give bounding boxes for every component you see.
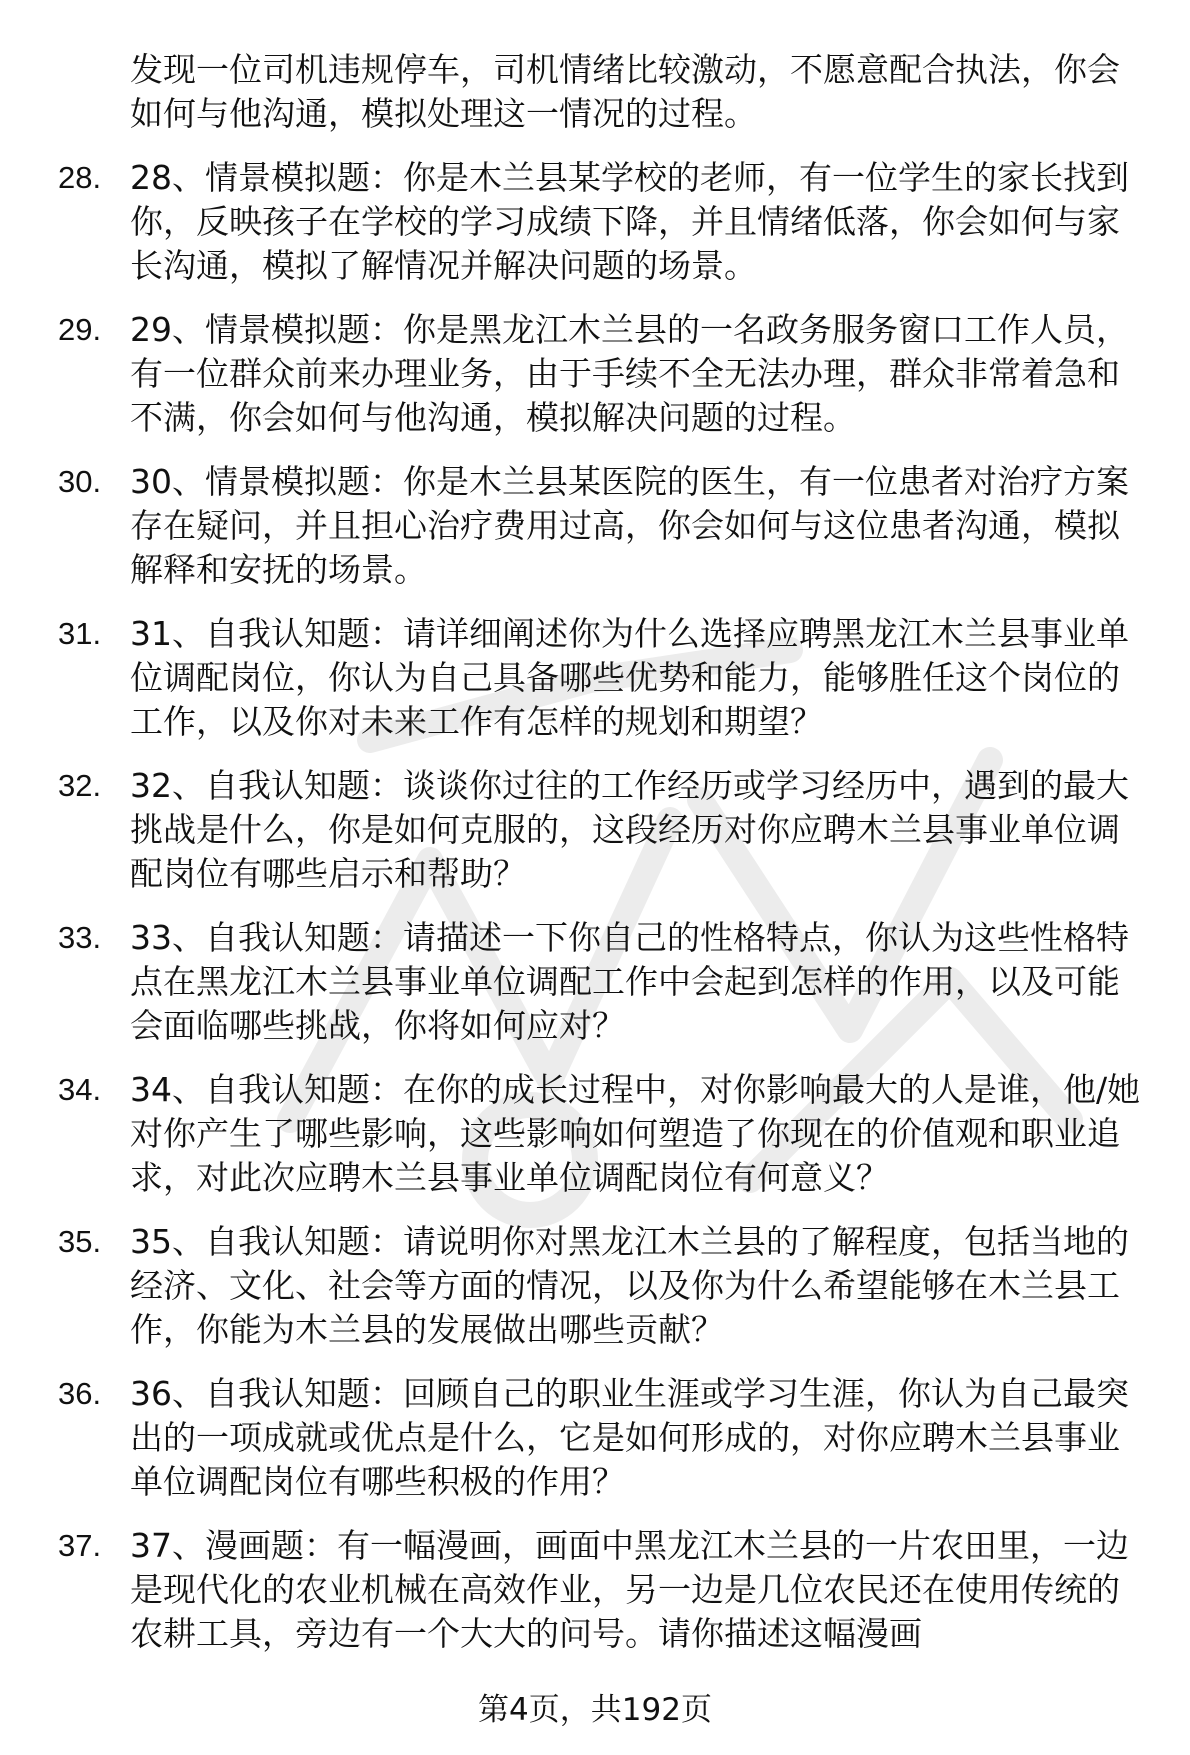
list-item bbox=[0, 612, 1190, 744]
item-text: 37、漫画题：有一幅漫画，画面中黑龙江木兰县的一片农田里，一边是现代化的农业机械在高效作业，另一边是几位农民还在使用传统的农耕工具，旁边有一个大大的问号。请你描述这幅漫画 bbox=[130, 1526, 1129, 1653]
item-number: 37. bbox=[58, 1528, 102, 1563]
list-item bbox=[0, 1372, 1190, 1504]
item-text: 33、自我认知题：请描述一下你自己的性格特点，你认为这些性格特点在黑龙江木兰县事业单位调配工作中会起到怎样的作用，以及可能会面临哪些挑战，你将如何应对？ bbox=[130, 918, 1129, 1045]
item-text: 34、自我认知题：在你的成长过程中，对你影响最大的人是谁，他/她对你产生了哪些影响，这些影响如何塑造了你现在的价值观和职业追求，对此次应聘木兰县事业单位调配岗位有何意义？ bbox=[130, 1070, 1141, 1197]
list-item bbox=[0, 916, 1190, 1048]
item-text: 29、情景模拟题：你是黑龙江木兰县的一名政务服务窗口工作人员，有一位群众前来办理业务，由于手续不全无法办理，群众非常着急和不满，你会如何与他沟通，模拟解决问题的过程。 bbox=[130, 310, 1129, 437]
item-number: 35. bbox=[58, 1224, 102, 1259]
item-text: 31、自我认知题：请详细阐述你为什么选择应聘黑龙江木兰县事业单位调配岗位，你认为自己具备哪些优势和能力，能够胜任这个岗位的工作，以及你对未来工作有怎样的规划和期望？ bbox=[130, 614, 1129, 741]
list-item bbox=[0, 1524, 1190, 1656]
item-number: 31. bbox=[58, 616, 102, 651]
list-item bbox=[0, 308, 1190, 440]
item-number: 34. bbox=[58, 1072, 102, 1107]
page-footer: 第4页，共192页 bbox=[478, 1692, 712, 1728]
item-text: 30、情景模拟题：你是木兰县某医院的医生，有一位患者对治疗方案存在疑问，并且担心治疗费用过高，你会如何与这位患者沟通，模拟解释和安抚的场景。 bbox=[130, 462, 1129, 589]
item-number: 32. bbox=[58, 768, 102, 803]
list-item bbox=[0, 460, 1190, 592]
item-number: 30. bbox=[58, 464, 102, 499]
item-number: 28. bbox=[58, 160, 102, 195]
item-number: 29. bbox=[58, 312, 102, 347]
item-text: 28、情景模拟题：你是木兰县某学校的老师，有一位学生的家长找到你，反映孩子在学校的学习成绩下降，并且情绪低落，你会如何与家长沟通，模拟了解情况并解决问题的场景。 bbox=[130, 158, 1129, 285]
item-number: 36. bbox=[58, 1376, 102, 1411]
list-item bbox=[0, 1220, 1190, 1352]
item-text: 35、自我认知题：请说明你对黑龙江木兰县的了解程度，包括当地的经济、文化、社会等方面的情况，以及你为什么希望能够在木兰县工作，你能为木兰县的发展做出哪些贡献？ bbox=[130, 1222, 1129, 1349]
list-item bbox=[0, 1068, 1190, 1200]
document-body bbox=[0, 48, 1190, 1676]
item-text: 32、自我认知题：谈谈你过往的工作经历或学习经历中，遇到的最大挑战是什么，你是如何克服的，这段经历对你应聘木兰县事业单位调配岗位有哪些启示和帮助？ bbox=[130, 766, 1129, 893]
continued-paragraph: 发现一位司机违规停车，司机情绪比较激动，不愿意配合执法，你会如何与他沟通，模拟处理这一情况的过程。 bbox=[130, 50, 1120, 133]
item-text: 36、自我认知题：回顾自己的职业生涯或学习生涯，你认为自己最突出的一项成就或优点是什么，它是如何形成的，对你应聘木兰县事业单位调配岗位有哪些积极的作用？ bbox=[130, 1374, 1129, 1501]
list-item bbox=[0, 156, 1190, 288]
list-item bbox=[0, 764, 1190, 896]
item-number: 33. bbox=[58, 920, 102, 955]
